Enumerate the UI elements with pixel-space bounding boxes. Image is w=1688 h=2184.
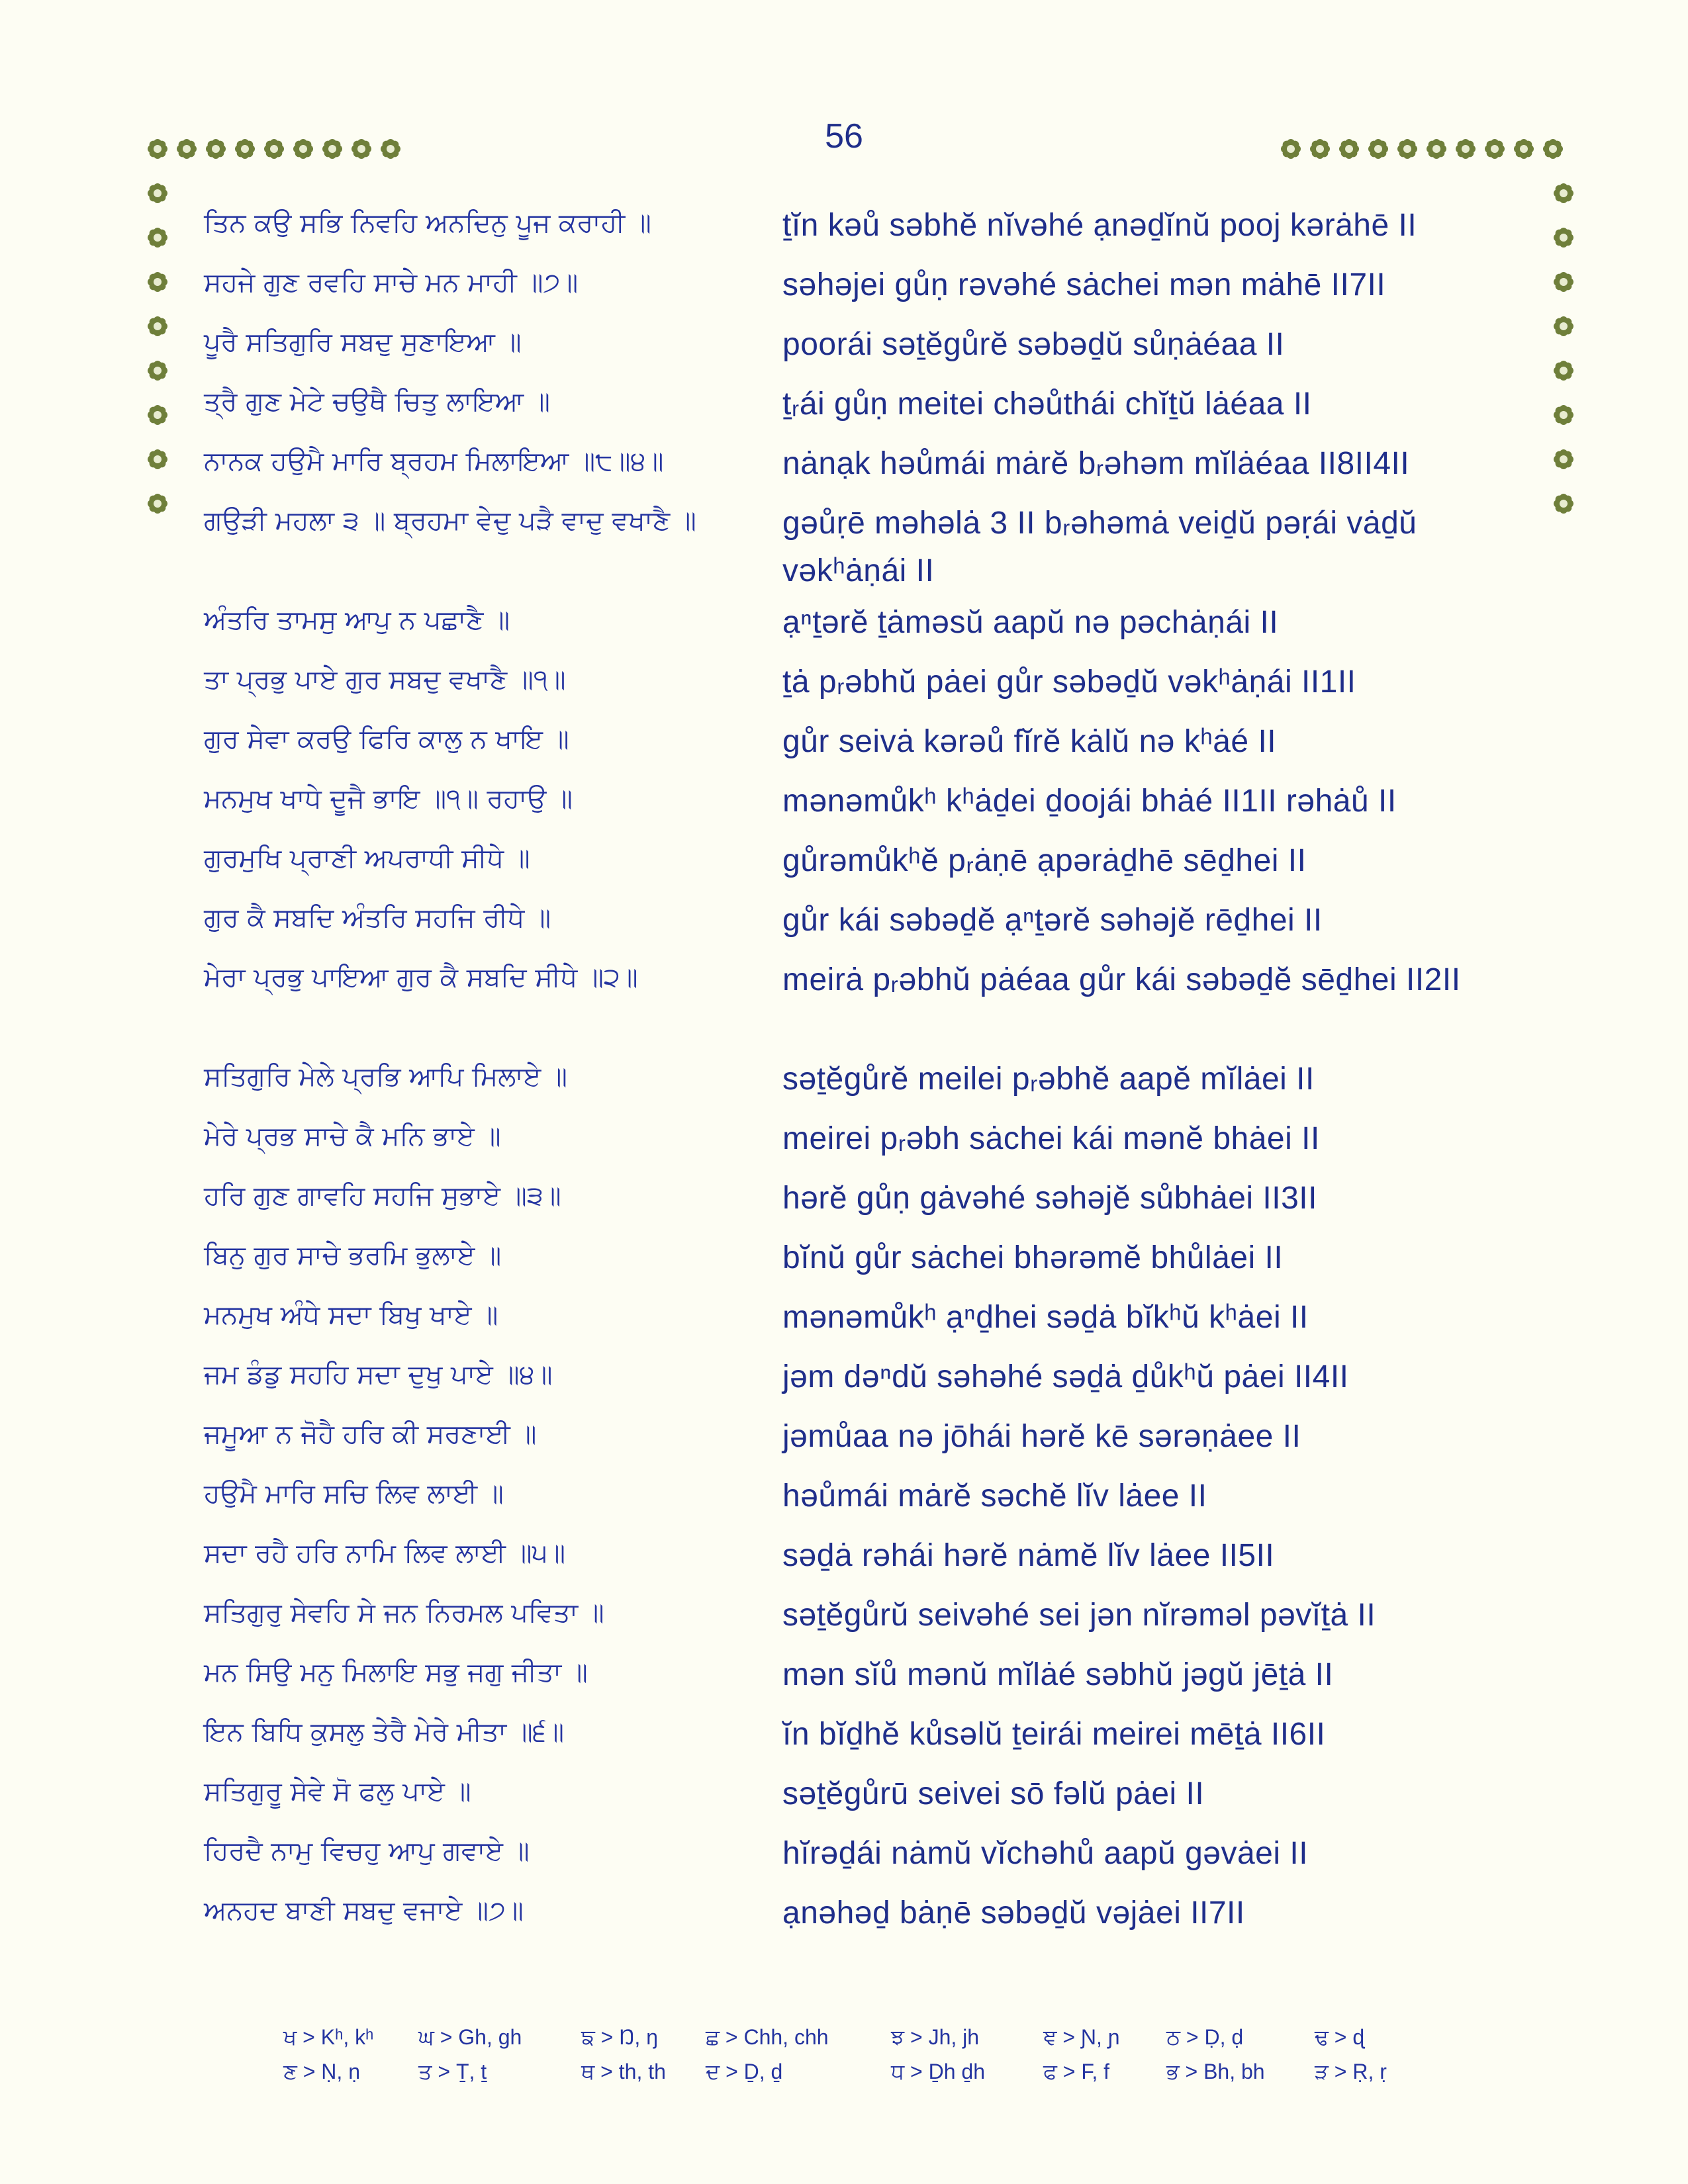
flower-ornament [148,361,167,381]
gurmukhi-text: ਅਨਹਦ ਬਾਣੀ ਸਬਦੁ ਵਜਾਏ ॥੭॥ [204,1895,524,1926]
flower-ornament [148,316,167,336]
transliteration-text: hərĕ gůṇ gȧvəhé səhəjĕ sůbhȧei II3II [782,1181,1317,1216]
transliteration-text: gůr seivȧ kərəů fĭrĕ kȧlŭ nə kʰȧé II [782,724,1277,759]
transliteration-text: səṯĕgůrū seivei sō fəlŭ pȧei II [782,1776,1205,1811]
transliteration-text: ạnəhəḏ bȧṇē səbəḏŭ vəjȧei II7II [782,1895,1245,1931]
transliteration-text: jəmůaa nə jōhái hərĕ kē sərəṇȧee II [782,1419,1301,1454]
gurmukhi-text: ਗੁਰਮੁਖਿ ਪ੍ਰਾਣੀ ਅਪਰਾਧੀ ਸੀਧੇ ॥ [204,843,530,874]
gurmukhi-text: ਮਨਮੁਖ ਅੰਧੇ ਸਦਾ ਬਿਖੁ ਖਾਏ ॥ [204,1300,498,1330]
transliteration-text: jəm dəⁿdŭ səhəhé səḏȧ ḏůkʰŭ pȧei II4II [782,1359,1349,1394]
gurmukhi-text: ਇਨ ਬਿਧਿ ਕੁਸਲੁ ਤੇਰੈ ਮੇਰੇ ਮੀਤਾ ॥੬॥ [204,1717,565,1747]
gurmukhi-text: ਸਹਜੇ ਗੁਣ ਰਵਹਿ ਸਾਚੇ ਮਨ ਮਾਹੀ ॥੭॥ [204,267,579,298]
legend-entry: ਧ > Ḏh ḏh [891,2060,986,2083]
gurmukhi-text: ਹਿਰਦੈ ਨਾਮੁ ਵਿਚਹੁ ਆਪੁ ਗਵਾਏ ॥ [204,1836,530,1866]
flower-ornament [1554,183,1573,203]
gurmukhi-text: ਹਉਮੈ ਮਾਰਿ ਸਚਿ ਲਿਵ ਲਾਈ ॥ [204,1479,504,1509]
transliteration-text: gůrəmůkʰĕ pᵣȧṇē ạpərȧḏhē sēḏhei II [782,843,1307,878]
gurmukhi-text: ਜਮੂਆ ਨ ਜੋਹੈ ਹਰਿ ਕੀ ਸਰਣਾਈ ॥ [204,1419,537,1449]
gurmukhi-text: ਬਿਨੁ ਗੁਰ ਸਾਚੇ ਭਰਮਿ ਭੁਲਾਏ ॥ [204,1240,502,1271]
flower-ornament [148,272,167,292]
gurmukhi-text: ਤ੍ਰੈ ਗੁਣ ਮੇਟੇ ਚਉਥੈ ਚਿਤੁ ਲਾਇਆ ॥ [204,387,550,417]
transliteration-text: gəůṛē məhəlȧ 3 II bᵣəhəmȧ veiḏŭ pəṛái vȧḏŭ vəkʰȧṇái II [782,506,1417,588]
gurmukhi-text: ਪੂਰੈ ਸਤਿਗੁਰਿ ਸਬਦੁ ਸੁਣਾਇਆ ॥ [204,327,522,357]
flower-ornament [1554,228,1573,248]
legend-entry: ਥ > th, th [581,2060,666,2083]
transliteration-text: ạⁿṯərĕ ṯȧməsŭ aapŭ nə pəchȧṇái II [782,605,1279,640]
transliteration-text: meirȧ pᵣəbhŭ pȧéaa gůr kái səbəḏĕ sēḏhei II2II [782,962,1461,997]
flower-ornament [1554,405,1573,425]
legend-entry: ਣ > Ṇ, ṇ [283,2060,360,2083]
transliteration-text: mən sĭů mənŭ mĭlȧé səbhŭ jəgŭ jēṯȧ II [782,1657,1334,1692]
transliteration-text: səṯĕgůrŭ seivəhé sei jən nĭrəməl pəvĭṯȧ II [782,1598,1376,1633]
gurmukhi-text: ਸਤਿਗੁਰਿ ਮੇਲੇ ਪ੍ਰਭਿ ਆਪਿ ਮਿਲਾਏ ॥ [204,1062,568,1092]
transliteration-text: ṯĭn kəů səbhĕ nĭvəhé ạnəḏĭnŭ pooj kərȧhē II [782,208,1417,243]
gurmukhi-text: ਮਨਮੁਖ ਖਾਧੇ ਦੂਜੈ ਭਾਇ ॥੧॥ ਰਹਾਉ ॥ [204,784,573,814]
transliteration-text: gůr kái səbəḏĕ ạⁿṯərĕ səhəjĕ rēḏhei II [782,903,1323,938]
flower-ornament [148,449,167,469]
transliteration-text: ĭn bĭḏhĕ kůsəlŭ ṯeirái meirei mēṯȧ II6II [782,1717,1326,1752]
legend-entry: ਤ > Ṯ, ṯ [418,2060,487,2083]
transliteration-text: həůmái mȧrĕ səchĕ lĭv lȧee II [782,1479,1207,1514]
legend-entry: ਭ > Bh, bh [1166,2060,1265,2083]
transliteration-text: poorái səṯĕgůrĕ səbəḏŭ sůṇȧéaa II [782,327,1285,362]
legend-entry: ਝ > Jh, jh [891,2025,980,2049]
legend-entry: ਛ > Chh, chh [706,2025,829,2049]
transliteration-text: ṯȧ pᵣəbhŭ pȧei gůr səbəḏŭ vəkʰȧṇái II1II [782,664,1356,700]
flower-ornament [148,228,167,248]
transliteration-text: hĭrəḏái nȧmŭ vĭchəhů aapŭ gəvȧei II [782,1836,1309,1871]
legend-entry: ਫ > F, f [1043,2060,1110,2083]
gurmukhi-text: ਤਾ ਪ੍ਰਭੁ ਪਾਏ ਗੁਰ ਸਬਦੁ ਵਖਾਣੈ ॥੧॥ [204,664,566,695]
legend-entry: ੜ > Ṛ, ṛ [1315,2060,1387,2083]
gurmukhi-text: ਤਿਨ ਕਉ ਸਭਿ ਨਿਵਹਿ ਅਨਦਿਨੁ ਪੂਜ ਕਰਾਹੀ ॥ [204,208,651,238]
gurmukhi-text: ਗਉੜੀ ਮਹਲਾ ੩ ॥ ਬ੍ਰਹਮਾ ਵੇਦੁ ਪੜੈ ਵਾਦੁ ਵਖਾਣੈ ॥ [204,506,696,536]
flower-ornament [1554,272,1573,292]
gurmukhi-text: ਅੰਤਰਿ ਤਾਮਸੁ ਆਪੁ ਨ ਪਛਾਣੈ ॥ [204,605,510,635]
gurmukhi-text: ਮੇਰਾ ਪ੍ਰਭੁ ਪਾਇਆ ਗੁਰ ਕੈ ਸਬਦਿ ਸੀਧੇ ॥੨॥ [204,962,638,993]
transliteration-text: ṯᵣái gůṇ meitei chəůthái chĭṯŭ lȧéaa II [782,387,1312,422]
legend-entry: ਠ > Ḍ, ḍ [1166,2025,1244,2049]
transliteration-text: mənəmůkʰ ạⁿḏhei səḏȧ bĭkʰŭ kʰȧei II [782,1300,1309,1335]
legend-entry: ਖ > Kʰ, kʰ [283,2025,374,2049]
flower-ornament [1554,494,1573,514]
gurmukhi-text: ਸਤਿਗੁਰੂ ਸੇਵੇ ਸੋ ਫਲੁ ਪਾਏ ॥ [204,1776,471,1807]
gurmukhi-text: ਮੇਰੇ ਪ੍ਰਭ ਸਾਚੇ ਕੈ ਮਨਿ ਭਾਏ ॥ [204,1121,501,1152]
flower-ornament [148,405,167,425]
gurmukhi-text: ਨਾਨਕ ਹਉਮੈ ਮਾਰਿ ਬ੍ਰਹਮ ਮਿਲਾਇਆ ॥੮॥੪॥ [204,446,664,477]
gurmukhi-text: ਜਮ ਡੰਡੁ ਸਹਹਿ ਸਦਾ ਦੁਖੁ ਪਾਏ ॥੪॥ [204,1359,553,1390]
flower-ornament [148,494,167,514]
gurmukhi-text: ਸਦਾ ਰਹੈ ਹਰਿ ਨਾਮਿ ਲਿਵ ਲਾਈ ॥੫॥ [204,1538,566,1569]
gurmukhi-text: ਹਰਿ ਗੁਣ ਗਾਵਹਿ ਸਹਜਿ ਸੁਭਾਏ ॥੩॥ [204,1181,561,1211]
gurmukhi-text: ਮਨ ਸਿਉ ਮਨੁ ਮਿਲਾਇ ਸਭੁ ਜਗੁ ਜੀਤਾ ॥ [204,1657,588,1688]
transliteration-text: səḏȧ rəhái hərĕ nȧmĕ lĭv lȧee II5II [782,1538,1275,1573]
flower-ornament [1554,449,1573,469]
flower-ornament [1554,361,1573,381]
transliteration-text: nȧnạk həůmái mȧrĕ bᵣəhəm mĭlȧéaa II8II4II [782,446,1410,481]
transliteration-text: səṯĕgůrĕ meilei pᵣəbhĕ aapĕ mĭlȧei II [782,1062,1315,1097]
legend-entry: ਙ > Ŋ, ŋ [581,2025,658,2049]
transliteration-text: meirei pᵣəbh sȧchei kái mənĕ bhȧei II [782,1121,1320,1156]
legend-entry: ਦ > Ḏ, ḏ [706,2060,783,2083]
transliteration-text: bĭnŭ gůr sȧchei bhərəmĕ bhůlȧei II [782,1240,1284,1275]
flower-ornament [1554,316,1573,336]
gurmukhi-text: ਗੁਰ ਸੇਵਾ ਕਰਉ ਫਿਰਿ ਕਾਲੁ ਨ ਖਾਇ ॥ [204,724,569,754]
transliteration-text: səhəjei gůṇ rəvəhé sȧchei mən mȧhē II7II [782,267,1386,302]
gurmukhi-text: ਸਤਿਗੁਰੁ ਸੇਵਹਿ ਸੇ ਜਨ ਨਿਰਮਲ ਪਵਿਤਾ ॥ [204,1598,604,1628]
legend-entry: ਘ > Gh, gh [418,2025,522,2049]
flower-ornament [148,183,167,203]
page-number: 56 [825,117,863,156]
legend-entry: ਢ > ɖ [1315,2025,1365,2049]
gurmukhi-text: ਗੁਰ ਕੈ ਸਬਦਿ ਅੰਤਰਿ ਸਹਜਿ ਰੀਧੇ ॥ [204,903,551,933]
legend-entry: ਞ > Ɲ, ɲ [1043,2025,1120,2049]
transliteration-text: mənəmůkʰ kʰȧḏei ḏoojái bhȧé II1II rəhȧů II [782,784,1397,819]
